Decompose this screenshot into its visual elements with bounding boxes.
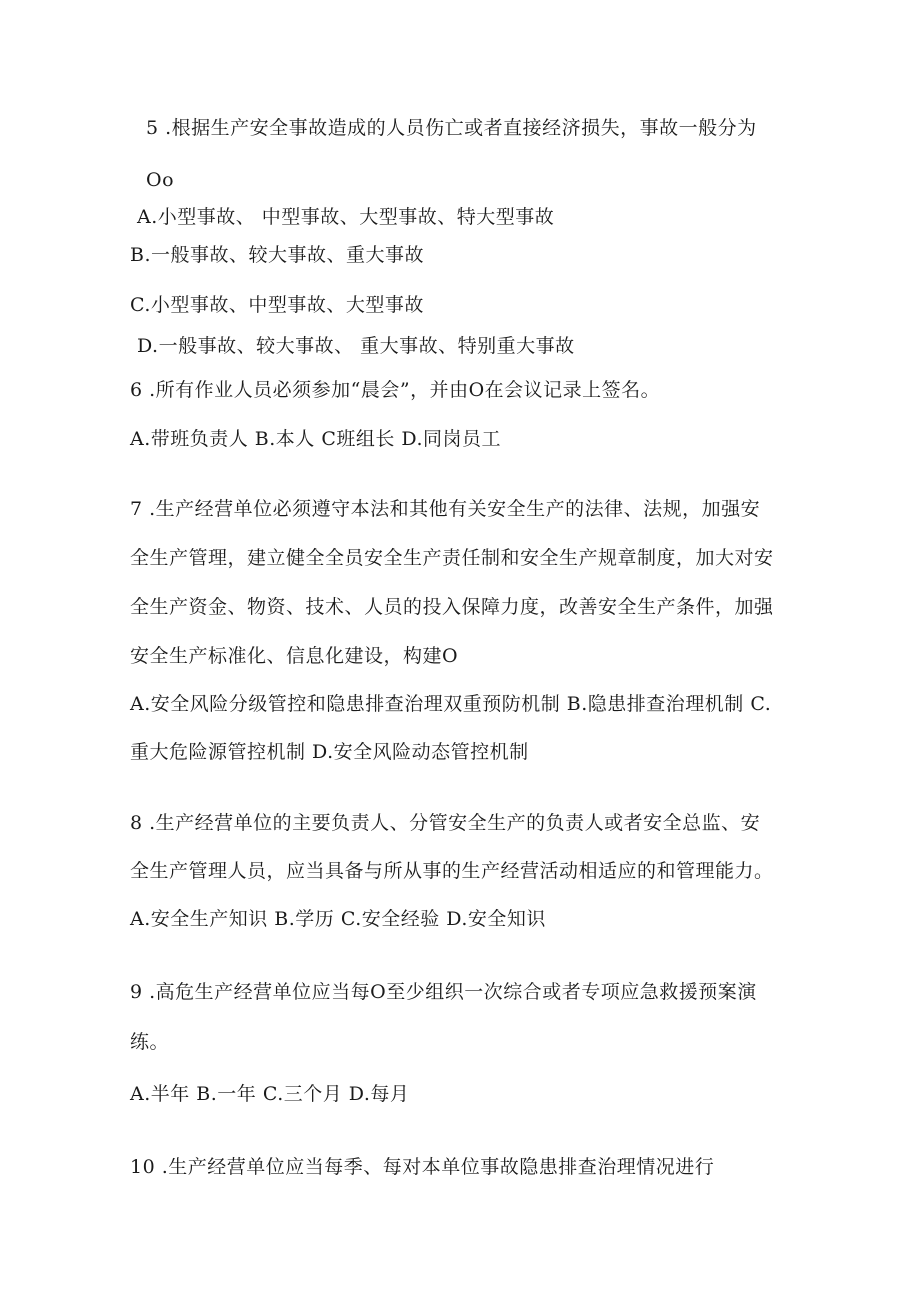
question-7-stem-line-4: 安全生产标准化、信息化建设，构建O	[130, 645, 459, 667]
question-5-option-b: B.一般事故、较大事故、重大事故	[130, 244, 425, 266]
question-9-options: A.半年 B.一年 C.三个月 D.每月	[130, 1083, 410, 1105]
question-8-stem-line-1: 8 .生产经营单位的主要负责人、分管安全生产的负责人或者安全总监、安	[130, 812, 761, 834]
question-7-options-line-1: A.安全风险分级管控和隐患排查治理双重预防机制 B.隐患排查治理机制 C.	[130, 693, 772, 715]
question-7-stem-line-3: 全生产资金、物资、技术、人员的投入保障力度，改善安全生产条件，加强	[130, 596, 774, 618]
question-5-option-a: A.小型事故、 中型事故、大型事故、特大型事故	[137, 206, 555, 228]
question-5-stem-line-1: 5 .根据生产安全事故造成的人员伤亡或者直接经济损失，事故一般分为	[146, 117, 757, 139]
question-9-stem-line-1: 9 .高危生产经营单位应当每O至少组织一次综合或者专项应急救援预案演	[130, 981, 757, 1003]
question-5-stem-line-2: Oo	[146, 169, 175, 191]
question-7-stem-line-2: 全生产管理，建立健全全员安全生产责任制和安全生产规章制度，加大对安	[130, 547, 774, 569]
question-7-stem-line-1: 7 .生产经营单位必须遵守本法和其他有关安全生产的法律、法规，加强安	[130, 498, 761, 520]
question-6-options: A.带班负责人 B.本人 C班组长 D.同岗员工	[130, 428, 502, 450]
question-10-stem: 10 .生产经营单位应当每季、每对本单位事故隐患排查治理情况进行	[130, 1156, 715, 1178]
question-6-stem: 6 .所有作业人员必须参加“晨会”，并由O在会议记录上签名。	[130, 379, 661, 401]
question-7-options-line-2: 重大危险源管控机制 D.安全风险动态管控机制	[130, 741, 529, 763]
question-8-stem-line-2: 全生产管理人员，应当具备与所从事的生产经营活动相适应的和管理能力。	[130, 860, 774, 882]
question-8-options: A.安全生产知识 B.学历 C.安全经验 D.安全知识	[130, 908, 546, 930]
question-9-stem-line-2: 练。	[130, 1031, 170, 1053]
question-5-option-d: D.一般事故、较大事故、 重大事故、特别重大事故	[137, 335, 575, 357]
question-5-option-c: C.小型事故、中型事故、大型事故	[130, 294, 424, 316]
